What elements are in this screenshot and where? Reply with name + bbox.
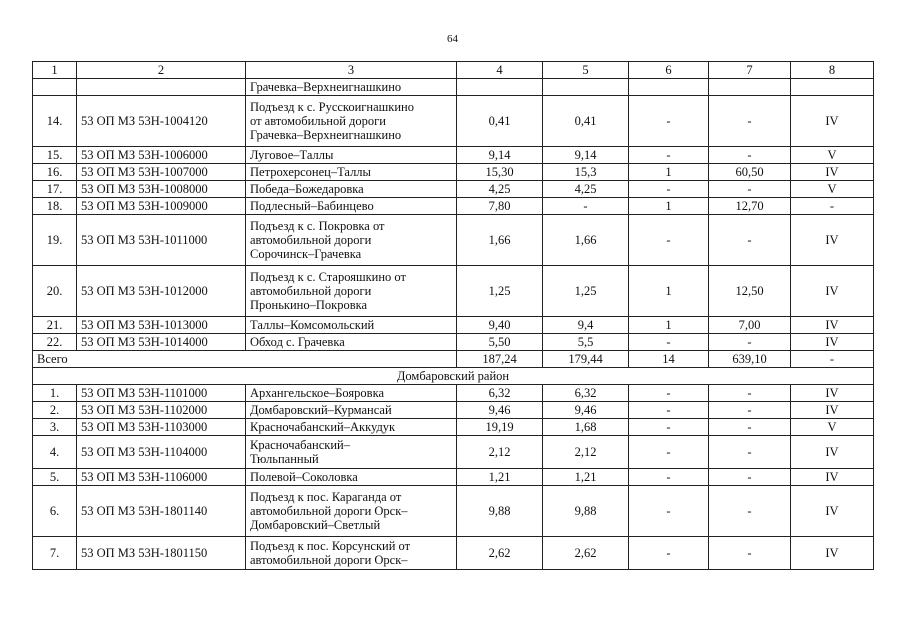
road-name-line: Подъезд к пос. Корсунский от [250,539,411,553]
row-number: 6. [33,486,77,537]
bridges-length-cell: - [709,385,791,402]
road-code: 53 ОП МЗ 53Н-1104000 [77,436,246,469]
road-name-line: автомобильной дороги Орск– [250,504,408,518]
column-header: 5 [543,62,629,79]
table-row [33,385,874,402]
table-row [33,215,874,266]
bridges-length-cell: - [709,181,791,198]
road-name-line: Победа–Божедаровка [250,182,364,196]
category-cell: IV [791,334,874,351]
road-name-line: Домбаровский–Светлый [250,518,381,532]
bridges-length-cell: 12,50 [709,266,791,317]
hard-surface-cell: 4,25 [543,181,629,198]
table-row [33,266,874,317]
bridges-length-cell: - [709,486,791,537]
bridges-count-cell: 1 [629,164,709,181]
hard-surface-cell: 2,62 [543,537,629,570]
row-number: 2. [33,402,77,419]
table-row [33,317,874,334]
table-body [33,62,874,570]
category-cell: IV [791,469,874,486]
table-row [33,469,874,486]
road-code: 53 ОП МЗ 53Н-1106000 [77,469,246,486]
bridges-count-cell: - [629,215,709,266]
category-cell: - [791,198,874,215]
road-name-line: Красночабанский–Аккудук [250,420,396,434]
category-cell: IV [791,317,874,334]
bridges-length-cell: - [709,469,791,486]
road-name-cell [246,147,457,164]
road-name-cell [246,436,457,469]
length-cell: 19,19 [457,419,543,436]
road-code: 53 ОП МЗ 53Н-1007000 [77,164,246,181]
road-name-line: Красночабанский– [250,438,350,452]
hard-surface-cell: - [543,198,629,215]
road-code: 53 ОП МЗ 53Н-1006000 [77,147,246,164]
row-number: 21. [33,317,77,334]
hard-surface-cell: 9,46 [543,402,629,419]
road-name-line: Петрохерсонец–Таллы [250,165,371,179]
length-cell: 4,25 [457,181,543,198]
bridges-length-cell: 7,00 [709,317,791,334]
continuation-cell [709,79,791,96]
road-code: 53 ОП МЗ 53Н-1103000 [77,419,246,436]
continuation-cell [629,79,709,96]
length-cell: 2,62 [457,537,543,570]
road-code: 53 ОП МЗ 53Н-1012000 [77,266,246,317]
column-header: 4 [457,62,543,79]
road-name-line: автомобильной дороги [250,233,372,247]
road-name-line: автомобильной дороги [250,284,372,298]
table-row [33,181,874,198]
road-name-line: Подъезд к с. Старояшкино от [250,270,406,284]
hard-surface-cell: 1,25 [543,266,629,317]
bridges-count-cell: - [629,147,709,164]
row-number: 19. [33,215,77,266]
page-number: 64 [447,33,458,45]
category-cell: IV [791,486,874,537]
row-number: 17. [33,181,77,198]
column-header: 3 [246,62,457,79]
hard-surface-cell: 1,68 [543,419,629,436]
bridges-length-cell: - [709,96,791,147]
road-name-line: Грачевка–Верхнеигнашкино [250,128,402,142]
bridges-count-cell: 1 [629,266,709,317]
continuation-cell [77,79,246,96]
road-name-line: Сорочинск–Грачевка [250,247,362,261]
road-code: 53 ОП МЗ 53Н-1004120 [77,96,246,147]
column-header: 6 [629,62,709,79]
continuation-row [33,79,874,96]
table-row [33,198,874,215]
road-name-cell [246,402,457,419]
road-name-line: Подъезд к пос. Караганда от [250,490,402,504]
road-name-cell [246,215,457,266]
road-name-line: от автомобильной дороги [250,114,386,128]
length-cell: 9,88 [457,486,543,537]
section-title: Домбаровский район [33,368,874,385]
hard-surface-cell: 9,4 [543,317,629,334]
total-category: - [791,351,874,368]
bridges-count-cell: - [629,402,709,419]
road-code: 53 ОП МЗ 53Н-1008000 [77,181,246,198]
road-name-line: Подлесный–Бабинцево [250,199,374,213]
road-name-line: Таллы–Комсомольский [250,318,375,332]
hard-surface-cell: 9,88 [543,486,629,537]
road-code: 53 ОП МЗ 53Н-1101000 [77,385,246,402]
length-cell: 9,46 [457,402,543,419]
row-number: 18. [33,198,77,215]
continuation-cell: Грачевка–Верхнеигнашкино [246,79,457,96]
hard-surface-cell: 9,14 [543,147,629,164]
road-name-line: Пронькино–Покровка [250,298,368,312]
column-header: 8 [791,62,874,79]
length-cell: 1,66 [457,215,543,266]
road-name-line: Домбаровский–Курмансай [250,403,392,417]
hard-surface-cell: 0,41 [543,96,629,147]
length-cell: 0,41 [457,96,543,147]
hard-surface-cell: 6,32 [543,385,629,402]
table-row [33,537,874,570]
bridges-length-cell: 60,50 [709,164,791,181]
row-number: 3. [33,419,77,436]
bridges-length-cell: - [709,419,791,436]
continuation-cell [33,79,77,96]
row-number: 16. [33,164,77,181]
category-cell: IV [791,164,874,181]
category-cell: IV [791,436,874,469]
length-cell: 1,25 [457,266,543,317]
length-cell: 9,40 [457,317,543,334]
total-bridges-length: 639,10 [709,351,791,368]
hard-surface-cell: 2,12 [543,436,629,469]
bridges-length-cell: - [709,436,791,469]
table-row [33,486,874,537]
road-code: 53 ОП МЗ 53Н-1014000 [77,334,246,351]
total-row [33,351,874,368]
roads-table [32,61,874,570]
road-code: 53 ОП МЗ 53Н-1013000 [77,317,246,334]
category-cell: IV [791,385,874,402]
bridges-count-cell: - [629,419,709,436]
row-number: 1. [33,385,77,402]
row-number: 14. [33,96,77,147]
road-name-cell [246,334,457,351]
hard-surface-cell: 1,21 [543,469,629,486]
hard-surface-cell: 15,3 [543,164,629,181]
length-cell: 1,21 [457,469,543,486]
section-row [33,368,874,385]
road-name-cell [246,385,457,402]
road-name-line: Полевой–Соколовка [250,470,358,484]
total-hard-surface: 179,44 [543,351,629,368]
total-bridges-count: 14 [629,351,709,368]
road-name-line: Луговое–Таллы [250,148,334,162]
length-cell: 5,50 [457,334,543,351]
road-name-cell [246,486,457,537]
road-name-line: Тюльпанный [250,452,319,466]
column-header: 7 [709,62,791,79]
row-number: 15. [33,147,77,164]
header-row [33,62,874,79]
row-number: 5. [33,469,77,486]
road-name-cell [246,419,457,436]
category-cell: V [791,181,874,198]
continuation-cell [543,79,629,96]
row-number: 4. [33,436,77,469]
road-name-line: автомобильной дороги Орск– [250,553,408,567]
length-cell: 15,30 [457,164,543,181]
table-row [33,402,874,419]
road-name-cell [246,181,457,198]
bridges-count-cell: - [629,181,709,198]
category-cell: IV [791,96,874,147]
total-length: 187,24 [457,351,543,368]
road-name-cell [246,317,457,334]
bridges-length-cell: - [709,402,791,419]
road-name-line: Архангельское–Бояровка [250,386,385,400]
road-code: 53 ОП МЗ 53Н-1801150 [77,537,246,570]
road-code: 53 ОП МЗ 53Н-1102000 [77,402,246,419]
category-cell: IV [791,537,874,570]
row-number: 7. [33,537,77,570]
road-name-cell [246,537,457,570]
continuation-cell [457,79,543,96]
total-label: Всего [33,351,457,368]
bridges-count-cell: - [629,436,709,469]
category-cell: V [791,419,874,436]
bridges-count-cell: 1 [629,198,709,215]
road-name-line: Подъезд к с. Покровка от [250,219,385,233]
length-cell: 7,80 [457,198,543,215]
road-name-line: Подъезд к с. Русскоигнашкино [250,100,415,114]
road-name-cell [246,266,457,317]
bridges-count-cell: - [629,537,709,570]
continuation-cell [791,79,874,96]
column-header: 1 [33,62,77,79]
table-row [33,419,874,436]
road-name-cell [246,96,457,147]
road-name-cell [246,164,457,181]
table-row [33,436,874,469]
bridges-count-cell: - [629,96,709,147]
length-cell: 2,12 [457,436,543,469]
bridges-count-cell: - [629,385,709,402]
row-number: 22. [33,334,77,351]
category-cell: IV [791,215,874,266]
bridges-length-cell: 12,70 [709,198,791,215]
hard-surface-cell: 1,66 [543,215,629,266]
bridges-count-cell: 1 [629,317,709,334]
length-cell: 9,14 [457,147,543,164]
table-row [33,96,874,147]
bridges-length-cell: - [709,537,791,570]
bridges-count-cell: - [629,469,709,486]
table-row [33,334,874,351]
bridges-length-cell: - [709,215,791,266]
bridges-length-cell: - [709,147,791,164]
row-number: 20. [33,266,77,317]
hard-surface-cell: 5,5 [543,334,629,351]
category-cell: IV [791,266,874,317]
bridges-count-cell: - [629,486,709,537]
table-row [33,164,874,181]
road-code: 53 ОП МЗ 53Н-1009000 [77,198,246,215]
bridges-count-cell: - [629,334,709,351]
road-name-cell [246,198,457,215]
road-code: 53 ОП МЗ 53Н-1801140 [77,486,246,537]
column-header: 2 [77,62,246,79]
table-row [33,147,874,164]
length-cell: 6,32 [457,385,543,402]
road-name-line: Обход с. Грачевка [250,335,345,349]
road-name-cell [246,469,457,486]
category-cell: IV [791,402,874,419]
bridges-length-cell: - [709,334,791,351]
category-cell: V [791,147,874,164]
road-code: 53 ОП МЗ 53Н-1011000 [77,215,246,266]
